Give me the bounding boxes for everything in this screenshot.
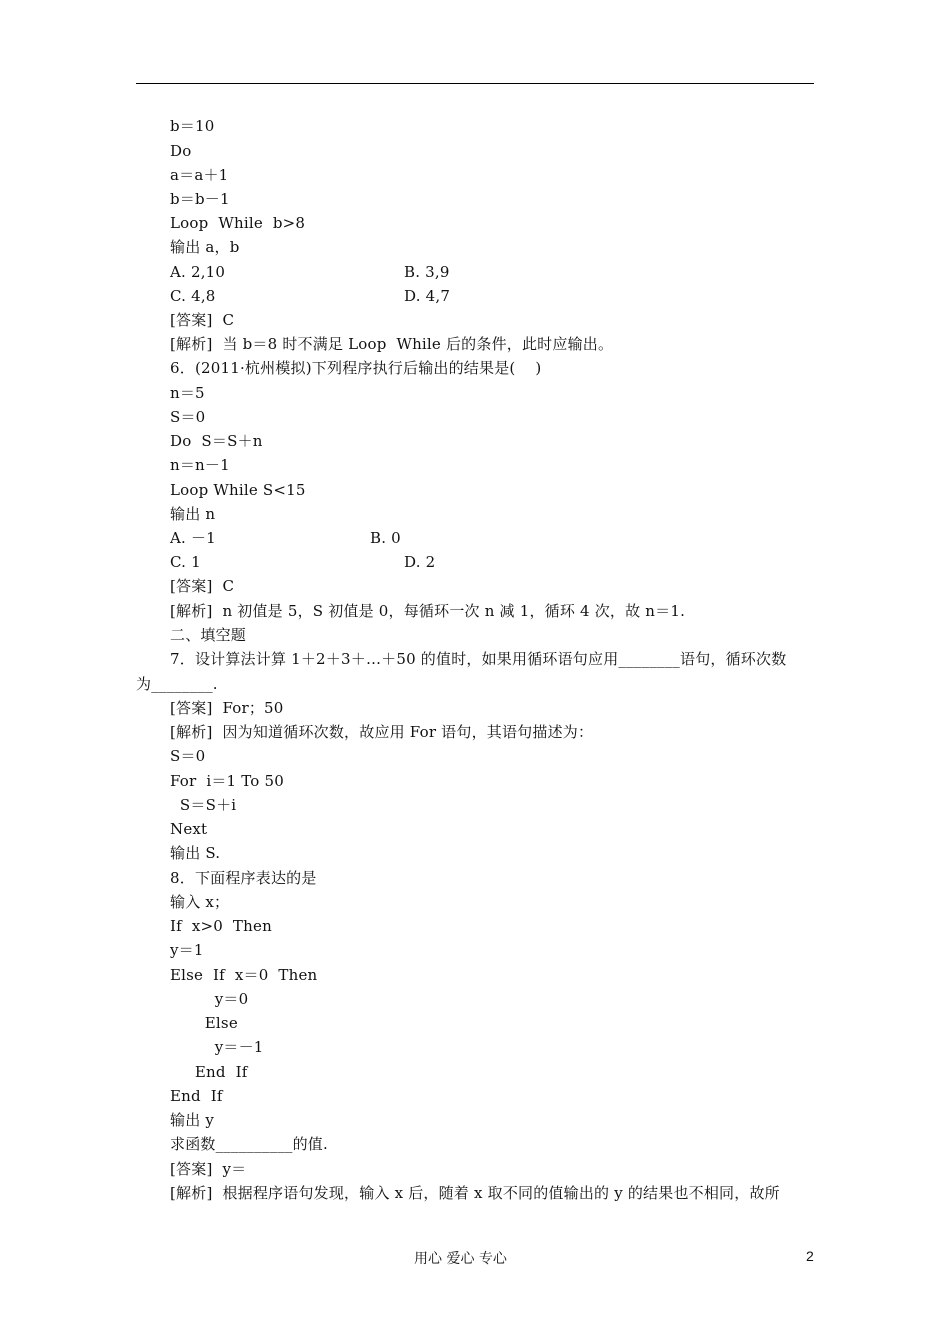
header-rule bbox=[136, 83, 814, 84]
text-line bbox=[170, 868, 317, 888]
line-text: S＝S＋i bbox=[170, 796, 237, 814]
text-line bbox=[170, 286, 451, 306]
text-line bbox=[170, 431, 263, 451]
line-text: n＝5 bbox=[170, 384, 205, 402]
line-text: If x>0 Then bbox=[170, 917, 272, 935]
line-text: 输出 y bbox=[170, 1111, 215, 1129]
line-text: y＝1 bbox=[170, 941, 204, 959]
line-text: Do bbox=[170, 142, 192, 160]
text-line bbox=[170, 213, 305, 233]
line-text: 7．设计算法计算 1＋2＋3＋…＋50 的值时，如果用循环语句应用________语句，循环次数 bbox=[170, 650, 787, 668]
text-line bbox=[170, 189, 230, 209]
line-text: b＝b－1 bbox=[170, 190, 230, 208]
line-text: End If bbox=[170, 1087, 223, 1105]
text-line bbox=[170, 552, 436, 572]
text-line bbox=[170, 407, 205, 427]
line-text: C. 4,8 bbox=[170, 287, 216, 305]
text-line bbox=[170, 383, 205, 403]
line-text: Do S＝S＋n bbox=[170, 432, 263, 450]
text-line bbox=[170, 940, 204, 960]
line-text: Loop While b>8 bbox=[170, 214, 306, 232]
text-line bbox=[170, 1110, 214, 1130]
text-line bbox=[170, 649, 786, 669]
text-line bbox=[170, 1183, 780, 1203]
line-text: 输出 a，b bbox=[170, 238, 240, 256]
line-text: For i＝1 To 50 bbox=[170, 772, 284, 790]
line-text: 为________. bbox=[136, 675, 218, 693]
text-line bbox=[170, 1062, 247, 1082]
text-line bbox=[170, 310, 234, 330]
text-line bbox=[170, 698, 284, 718]
line-text: A. 2,10 bbox=[170, 263, 226, 281]
text-line bbox=[170, 116, 215, 136]
text-line bbox=[170, 358, 541, 378]
line-text: y＝0 bbox=[170, 990, 249, 1008]
text-line bbox=[170, 141, 191, 161]
text-line bbox=[170, 165, 228, 185]
option-text: B. 3,9 bbox=[404, 263, 450, 281]
option-text: D. 2 bbox=[404, 553, 436, 571]
line-text: [解析] 当 b＝8 时不满足 Loop While 后的条件，此时应输出。 bbox=[170, 335, 614, 353]
text-line bbox=[170, 746, 205, 766]
text-line bbox=[170, 892, 229, 912]
text-line bbox=[170, 819, 207, 839]
line-text: S＝0 bbox=[170, 747, 206, 765]
line-text: Loop While S<15 bbox=[170, 481, 306, 499]
text-line bbox=[170, 504, 215, 524]
line-text: 输入 x； bbox=[170, 893, 230, 911]
line-text: [答案] C bbox=[170, 577, 235, 595]
text-line bbox=[170, 262, 450, 282]
text-line bbox=[170, 1159, 246, 1179]
line-text: End If bbox=[170, 1063, 248, 1081]
text-line bbox=[170, 625, 246, 645]
text-line bbox=[170, 1037, 264, 1057]
option-text: D. 4,7 bbox=[404, 287, 451, 305]
text-line bbox=[170, 601, 685, 621]
text-line bbox=[170, 237, 240, 257]
line-text: [解析] 因为知道循环次数，故应用 For 语句，其语句描述为： bbox=[170, 723, 594, 741]
line-text: Next bbox=[170, 820, 208, 838]
text-line bbox=[170, 843, 220, 863]
text-line bbox=[170, 1086, 223, 1106]
footer-slogan: 用心 爱心 专心 bbox=[414, 1251, 507, 1267]
line-text: 求函数__________的值. bbox=[170, 1135, 328, 1153]
line-text: 6．(2011·杭州模拟)下列程序执行后输出的结果是( ) bbox=[170, 359, 542, 377]
line-text: 输出 S. bbox=[170, 844, 221, 862]
text-line bbox=[170, 480, 306, 500]
text-line bbox=[170, 455, 230, 475]
text-line bbox=[170, 989, 248, 1009]
line-text: [解析] 根据程序语句发现，输入 x 后，随着 x 取不同的值输出的 y 的结果也不相同，故所 bbox=[170, 1184, 780, 1202]
line-text: C. 1 bbox=[170, 553, 201, 571]
line-text: [答案] For；50 bbox=[170, 699, 284, 717]
text-line bbox=[170, 1134, 328, 1154]
text-line bbox=[170, 528, 401, 548]
text-line bbox=[170, 722, 593, 742]
page-number: 2 bbox=[806, 1248, 814, 1264]
line-text: Else bbox=[170, 1014, 238, 1032]
line-text: A. －1 bbox=[170, 529, 216, 547]
line-text: n＝n－1 bbox=[170, 456, 230, 474]
text-line bbox=[170, 334, 613, 354]
line-text: 二、填空题 bbox=[170, 626, 247, 644]
line-text: a＝a＋1 bbox=[170, 166, 229, 184]
text-line bbox=[170, 1013, 238, 1033]
line-text: 输出 n bbox=[170, 505, 216, 523]
option-text: B. 0 bbox=[370, 529, 401, 547]
line-text: [答案] y＝ bbox=[170, 1160, 247, 1178]
line-text: y＝－1 bbox=[170, 1038, 264, 1056]
line-text: 8．下面程序表达的是 bbox=[170, 869, 317, 887]
line-text: b＝10 bbox=[170, 117, 215, 135]
text-line bbox=[170, 771, 284, 791]
line-text: Else If x＝0 Then bbox=[170, 966, 318, 984]
text-line bbox=[170, 916, 272, 936]
line-text: [答案] C bbox=[170, 311, 235, 329]
line-text: S＝0 bbox=[170, 408, 206, 426]
text-line bbox=[170, 795, 236, 815]
text-line bbox=[170, 965, 317, 985]
text-line bbox=[136, 674, 218, 694]
text-line bbox=[170, 576, 234, 596]
line-text: [解析] n 初值是 5，S 初值是 0，每循环一次 n 减 1，循环 4 次，故 n＝1. bbox=[170, 602, 686, 620]
